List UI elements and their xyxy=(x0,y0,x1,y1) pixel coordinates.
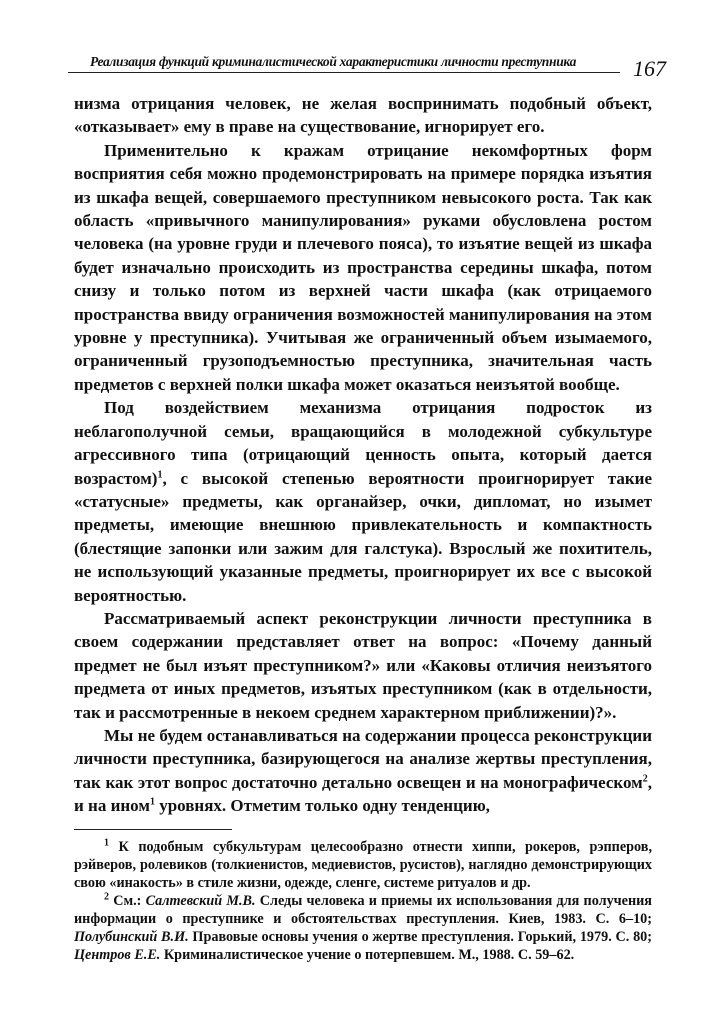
paragraph-3-text-b: , с высокой степенью вероятности проигнорирует такие «статусные» предметы, как органайзер, очки, дипломат, но изымет предметы, имеющие внешнюю привлекательность и компактность (блестящие запонки или зажим для галстука). Взрослый же похититель, не использующий указанные предметы, проигнорирует их все с высокой вероятностью. xyxy=(74,468,652,605)
footnote-2-prefix: См.: xyxy=(109,893,146,909)
main-text xyxy=(74,92,652,818)
paragraph-5-text-c: уровнях. Отметим только одну тенденцию, xyxy=(154,796,490,816)
paragraph-5 xyxy=(74,724,652,818)
header-rule xyxy=(68,72,620,73)
paragraph-4: Рассматриваемый аспект реконструкции личности преступника в своем содержании представляет ответ на вопрос: «Почему данный предмет не был изъят преступником?» или «Каковы отличия неизъятого предмета от иных предметов, изъятых преступником (как в отдельности, так и рассмотренные в некоем среднем характерном приближении)?». xyxy=(74,608,652,722)
footnote-ref-1b: 1 xyxy=(149,796,155,808)
running-header-title: Реализация функций криминалистической характеристики личности преступника xyxy=(90,54,577,69)
paragraph-3-text-a: Под воздействием механизма отрицания подросток из неблагополучной семьи, вращающийся в молодежной субкультуре агрессивного типа (отрицающий ценность опыта, который дается возрастом) xyxy=(74,398,652,488)
footnote-2-text-1: Следы человека и приемы их использования для получения информации о преступнике и обстоятельствах преступления. Киев, 1983. С. 6–10; xyxy=(74,893,652,927)
paragraph-1: низма отрицания человек, не желая воспринимать подобный объект, «отказывает» ему в праве на существование, игнорирует его. xyxy=(74,94,652,137)
footnote-2-text-2: Правовые основы учения о жертве преступления. Горький, 1979. С. 80; xyxy=(188,929,652,945)
footnote-ref-2: 2 xyxy=(642,773,648,785)
footnote-2-mark: 2 xyxy=(104,891,109,903)
footnote-2-text-3: Криминалистическое учение о потерпевшем. М., 1988. С. 59–62. xyxy=(160,947,575,963)
paragraph-2: Применительно к кражам отрицание некомфортных форм восприятия себя можно продемонстрировать на примере порядка изъятия из шкафа вещей, совершаемого преступником невысокого роста. Так как область «привычного манипулирования» руками обусловлена ростом человека (на уровне груди и плечевого пояса), то изъятие вещей из шкафа будет изначально происходить из пространства середины шкафа, потом снизу и только потом из верхней части шкафа (как отрицаемого пространства ввиду ограничения возможностей манипулирования на этом уровне у преступника). Учитывая же ограниченный объем изымаемого, ограниченный грузоподъемностью преступника, значительная часть предметов с верхней полки шкафа может оказаться неизъятой вообще. xyxy=(74,140,652,394)
footnotes xyxy=(74,838,652,964)
footnote-2-author-1: Салтевский М.В. xyxy=(145,893,256,909)
page-number: 167 xyxy=(633,56,666,81)
paragraph-5-text-b: , и на ином xyxy=(74,772,652,816)
footnote-separator xyxy=(74,829,232,830)
footnote-2-author-2: Полубинский В.И. xyxy=(74,929,189,945)
footnote-1-text: К подобным субкультурам целесообразно отнести хиппи, рокеров, рэпперов, рэйверов, ролевиков (толкиенистов, медиевистов, русистов), наглядно демонстрирующих свою «инакость» в стиле жизни, одежде, сленге, системе ритуалов и др. xyxy=(74,839,652,891)
footnote-2-author-3: Центров Е.Е. xyxy=(74,947,161,963)
footnote-1-mark: 1 xyxy=(104,837,109,849)
footnote-1 xyxy=(74,838,652,892)
running-header xyxy=(68,50,666,82)
footnote-2 xyxy=(74,892,652,964)
footnote-ref-1: 1 xyxy=(157,468,163,480)
paragraph-3 xyxy=(74,396,652,607)
paragraph-5-text-a: Мы не будем останавливаться на содержании процесса реконструкции личности преступника, базирующегося на анализе жертвы преступления, так как этот вопрос достаточно детально освещен и на монографическом xyxy=(74,725,652,792)
